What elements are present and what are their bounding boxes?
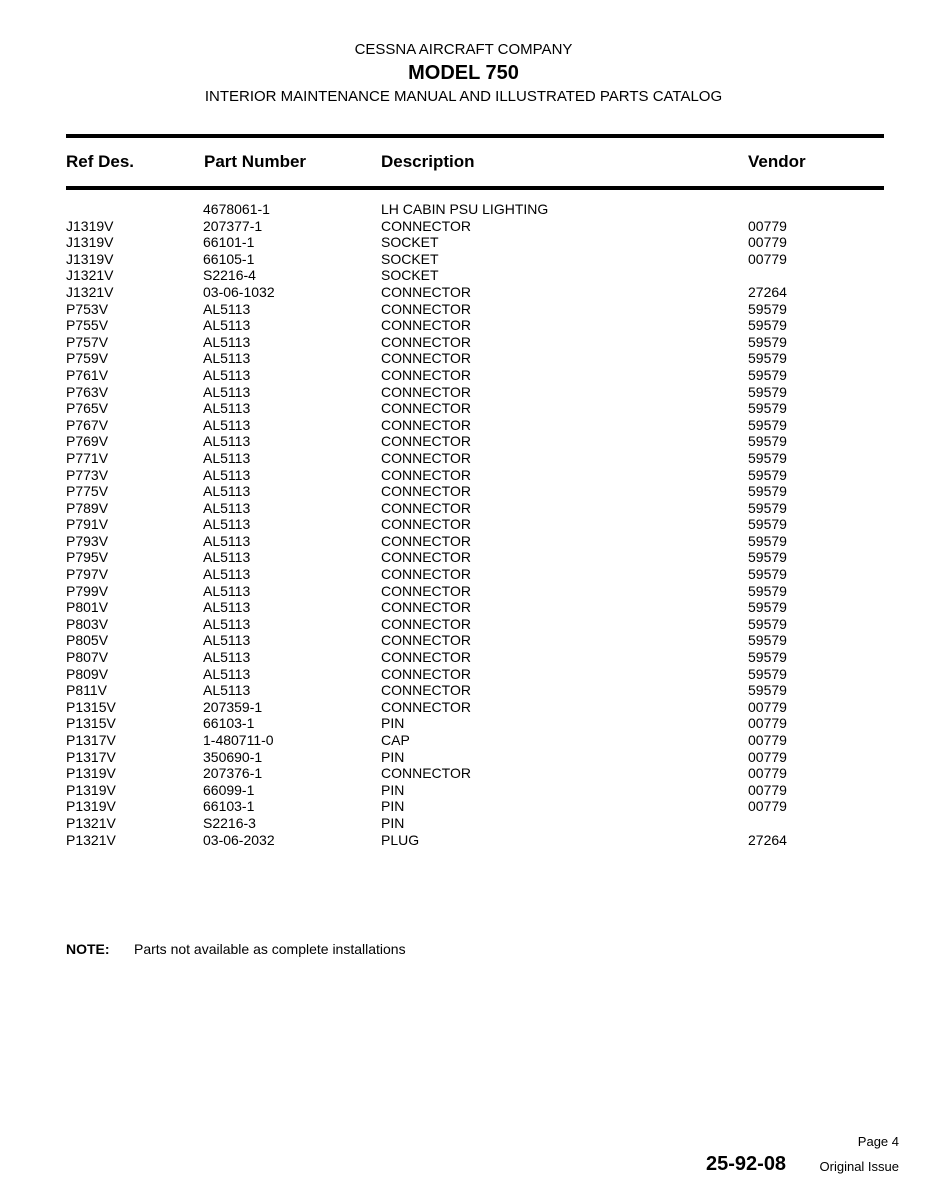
description-cell: CONNECTOR — [381, 665, 471, 682]
table-row — [0, 815, 927, 832]
vendor-cell: 59579 — [748, 582, 787, 599]
ref-des-cell: P769V — [66, 433, 109, 450]
note — [66, 941, 406, 957]
vendor-cell: 59579 — [748, 416, 787, 433]
table-row — [0, 533, 927, 550]
vendor-cell: 59579 — [748, 499, 787, 516]
vendor-cell: 00779 — [748, 798, 787, 815]
table-row — [0, 267, 927, 284]
part-number-cell: AL5113 — [203, 499, 251, 516]
ref-des-cell: P757V — [66, 333, 109, 350]
ref-des-cell: P1319V — [66, 781, 116, 798]
description-cell: CONNECTOR — [381, 366, 471, 383]
ref-des-cell: P775V — [66, 483, 109, 500]
vendor-cell: 59579 — [748, 649, 787, 666]
description-cell: CONNECTOR — [381, 499, 471, 516]
ref-des-cell: P753V — [66, 300, 109, 317]
ref-des-cell: P805V — [66, 632, 109, 649]
part-number-cell: AL5113 — [203, 317, 251, 334]
vendor-cell: 59579 — [748, 615, 787, 632]
part-number-cell: 03-06-1032 — [203, 283, 275, 300]
table-row — [0, 467, 927, 484]
description-cell: CONNECTOR — [381, 350, 471, 367]
table-row — [0, 715, 927, 732]
vendor-cell: 59579 — [748, 317, 787, 334]
ref-des-cell: P793V — [66, 532, 109, 549]
table-row — [0, 367, 927, 384]
part-number-cell: AL5113 — [203, 300, 251, 317]
vendor-cell: 59579 — [748, 350, 787, 367]
table-row — [0, 400, 927, 417]
description-cell: CONNECTOR — [381, 400, 471, 417]
part-number-cell: 207376-1 — [203, 765, 263, 782]
part-number-cell: 1-480711-0 — [203, 732, 274, 748]
ref-des-cell: P763V — [66, 383, 109, 400]
table-row — [0, 284, 927, 301]
description-cell: CONNECTOR — [381, 416, 471, 433]
vendor-cell: 59579 — [748, 449, 787, 466]
ref-des-cell: P1317V — [66, 748, 116, 765]
table-row — [0, 632, 927, 649]
ref-des-cell: P1315V — [66, 698, 116, 715]
manual-title: INTERIOR MAINTENANCE MANUAL AND ILLUSTRATED PARTS CATALOG — [204, 88, 723, 105]
vendor-cell: 59579 — [748, 599, 787, 616]
vendor-cell: 59579 — [748, 433, 787, 450]
part-number-cell: AL5113 — [203, 665, 251, 682]
description-cell: CONNECTOR — [381, 549, 471, 566]
part-number-cell: AL5113 — [203, 566, 251, 583]
description-cell: CONNECTOR — [381, 532, 471, 549]
column-header-vendor: Vendor — [748, 152, 806, 171]
header-rule-top — [66, 134, 884, 138]
description-cell: CONNECTOR — [381, 615, 471, 632]
table-row — [0, 749, 927, 766]
description-cell: CONNECTOR — [381, 217, 471, 234]
table-row — [0, 450, 927, 467]
description-cell: LH CABIN PSU LIGHTING — [381, 201, 549, 217]
ref-des-cell: P789V — [66, 499, 109, 516]
part-number-cell: S2216-4 — [203, 267, 256, 284]
description-cell: CONNECTOR — [381, 466, 471, 483]
table-row — [0, 516, 927, 533]
table-row — [0, 334, 927, 351]
table-row — [0, 234, 927, 251]
issue-status: Original Issue — [819, 1159, 899, 1174]
table-row — [0, 384, 927, 401]
vendor-cell: 59579 — [748, 466, 787, 483]
vendor-cell: 59579 — [748, 333, 787, 350]
description-cell: PLUG — [381, 831, 420, 848]
description-cell: CONNECTOR — [381, 516, 471, 533]
vendor-cell: 59579 — [748, 549, 787, 566]
part-number-cell: AL5113 — [203, 599, 251, 616]
description-cell: CONNECTOR — [381, 449, 471, 466]
ref-des-cell: J1319V — [66, 217, 114, 234]
table-row — [0, 732, 927, 749]
column-header-part-number: Part Number — [204, 152, 307, 171]
part-number-cell: AL5113 — [203, 632, 251, 649]
table-row — [0, 583, 927, 600]
table-row — [0, 500, 927, 517]
vendor-cell: 27264 — [748, 831, 787, 848]
vendor-cell: 59579 — [748, 632, 787, 649]
vendor-cell: 59579 — [748, 300, 787, 317]
description-cell: CONNECTOR — [381, 599, 471, 616]
description-cell: CONNECTOR — [381, 566, 471, 583]
ref-des-cell: P759V — [66, 350, 109, 367]
column-header-description: Description — [381, 152, 475, 171]
ref-des-cell: P791V — [66, 516, 109, 533]
description-cell: CONNECTOR — [381, 682, 471, 699]
part-number-cell: AL5113 — [203, 350, 251, 367]
table-row — [0, 417, 927, 434]
part-number-cell: AL5113 — [203, 682, 251, 699]
part-number-cell: AL5113 — [203, 366, 251, 383]
table-row — [0, 832, 927, 849]
ref-des-cell: P1315V — [66, 715, 116, 732]
description-cell: PIN — [381, 814, 405, 831]
part-number-cell: 66103-1 — [203, 798, 255, 815]
table-row — [0, 649, 927, 666]
ref-des-cell: P1319V — [66, 765, 116, 782]
vendor-cell: 59579 — [748, 682, 787, 699]
table-row — [0, 201, 927, 218]
document-code: 25-92-08 — [706, 1153, 787, 1175]
part-number-cell: 207377-1 — [203, 217, 263, 234]
table-row — [0, 798, 927, 815]
ref-des-cell: P811V — [66, 682, 107, 699]
ref-des-cell: J1319V — [66, 250, 114, 267]
description-cell: SOCKET — [381, 250, 439, 267]
description-cell: CONNECTOR — [381, 483, 471, 500]
vendor-cell: 00779 — [748, 781, 787, 798]
ref-des-cell: P767V — [66, 416, 109, 433]
ref-des-cell: P1321V — [66, 814, 116, 831]
part-number-cell: AL5113 — [203, 466, 251, 483]
description-cell: PIN — [381, 748, 405, 765]
vendor-cell: 00779 — [748, 698, 787, 715]
table-row — [0, 483, 927, 500]
parts-table — [0, 201, 927, 848]
column-header-ref-des: Ref Des. — [66, 152, 135, 171]
vendor-cell: 59579 — [748, 400, 787, 417]
table-row — [0, 317, 927, 334]
model-title: MODEL 750 — [408, 62, 519, 84]
vendor-cell: 27264 — [748, 283, 787, 300]
description-cell: CONNECTOR — [381, 317, 471, 334]
ref-des-cell: P799V — [66, 582, 109, 599]
table-row — [0, 566, 927, 583]
vendor-cell: 00779 — [748, 748, 787, 765]
ref-des-cell: P797V — [66, 566, 109, 583]
description-cell: CONNECTOR — [381, 582, 471, 599]
ref-des-cell: P765V — [66, 400, 109, 417]
part-number-cell: 66099-1 — [203, 781, 255, 798]
part-number-cell: AL5113 — [203, 615, 251, 632]
ref-des-cell: J1319V — [66, 234, 114, 251]
ref-des-cell: P801V — [66, 599, 109, 616]
page-number: Page 4 — [857, 1134, 899, 1149]
vendor-cell: 00779 — [748, 732, 787, 748]
part-number-cell: S2216-3 — [203, 814, 256, 831]
description-cell: CONNECTOR — [381, 433, 471, 450]
part-number-cell: AL5113 — [203, 416, 251, 433]
table-row — [0, 666, 927, 683]
table-row — [0, 782, 927, 799]
vendor-cell: 00779 — [748, 765, 787, 782]
description-cell: PIN — [381, 798, 405, 815]
vendor-cell: 59579 — [748, 366, 787, 383]
part-number-cell: 03-06-2032 — [203, 831, 275, 848]
part-number-cell: AL5113 — [203, 516, 251, 533]
part-number-cell: AL5113 — [203, 582, 251, 599]
table-row — [0, 549, 927, 566]
table-row — [0, 616, 927, 633]
description-cell: CAP — [381, 732, 410, 748]
description-cell: CONNECTOR — [381, 383, 471, 400]
table-row — [0, 218, 927, 235]
table-row — [0, 699, 927, 716]
vendor-cell: 00779 — [748, 250, 787, 267]
description-cell: PIN — [381, 715, 405, 732]
ref-des-cell: P795V — [66, 549, 109, 566]
ref-des-cell: P1321V — [66, 831, 116, 848]
part-number-cell: 350690-1 — [203, 748, 263, 765]
vendor-cell: 59579 — [748, 483, 787, 500]
table-row — [0, 599, 927, 616]
table-row — [0, 350, 927, 367]
ref-des-cell: P1319V — [66, 798, 116, 815]
ref-des-cell: P773V — [66, 466, 109, 483]
description-cell: CONNECTOR — [381, 649, 471, 666]
company-name: CESSNA AIRCRAFT COMPANY — [354, 41, 573, 58]
part-number-cell: 66101-1 — [203, 234, 255, 251]
part-number-cell: AL5113 — [203, 549, 251, 566]
part-number-cell: AL5113 — [203, 649, 251, 666]
part-number-cell: AL5113 — [203, 532, 251, 549]
description-cell: CONNECTOR — [381, 333, 471, 350]
description-cell: CONNECTOR — [381, 632, 471, 649]
part-number-cell: 66103-1 — [203, 715, 255, 732]
ref-des-cell: P1317V — [66, 732, 116, 748]
part-number-cell: AL5113 — [203, 400, 251, 417]
table-row — [0, 301, 927, 318]
part-number-cell: AL5113 — [203, 433, 251, 450]
description-cell: CONNECTOR — [381, 698, 471, 715]
header-rule-bottom — [66, 186, 884, 190]
description-cell: CONNECTOR — [381, 300, 471, 317]
ref-des-cell: P809V — [66, 665, 109, 682]
note-text: Parts not available as complete installations — [134, 941, 406, 957]
vendor-cell: 00779 — [748, 715, 787, 732]
ref-des-cell: J1321V — [66, 267, 114, 284]
vendor-cell: 00779 — [748, 217, 787, 234]
ref-des-cell: P761V — [66, 366, 109, 383]
table-row — [0, 433, 927, 450]
ref-des-cell: P771V — [66, 449, 109, 466]
vendor-cell: 59579 — [748, 532, 787, 549]
ref-des-cell: J1321V — [66, 283, 114, 300]
description-cell: PIN — [381, 781, 405, 798]
table-row — [0, 251, 927, 268]
description-cell: SOCKET — [381, 234, 439, 251]
part-number-cell: 4678061-1 — [203, 201, 270, 217]
table-row — [0, 765, 927, 782]
part-number-cell: AL5113 — [203, 383, 251, 400]
part-number-cell: AL5113 — [203, 449, 251, 466]
description-cell: CONNECTOR — [381, 765, 471, 782]
note-label: NOTE: — [66, 941, 110, 957]
vendor-cell: 59579 — [748, 516, 787, 533]
vendor-cell: 59579 — [748, 383, 787, 400]
part-number-cell: 207359-1 — [203, 698, 263, 715]
vendor-cell: 00779 — [748, 234, 787, 251]
vendor-cell: 59579 — [748, 665, 787, 682]
part-number-cell: AL5113 — [203, 333, 251, 350]
ref-des-cell: P755V — [66, 317, 109, 334]
ref-des-cell: P807V — [66, 649, 109, 666]
description-cell: CONNECTOR — [381, 283, 471, 300]
table-row — [0, 682, 927, 699]
vendor-cell: 59579 — [748, 566, 787, 583]
ref-des-cell: P803V — [66, 615, 109, 632]
part-number-cell: 66105-1 — [203, 250, 255, 267]
part-number-cell: AL5113 — [203, 483, 251, 500]
description-cell: SOCKET — [381, 267, 439, 284]
